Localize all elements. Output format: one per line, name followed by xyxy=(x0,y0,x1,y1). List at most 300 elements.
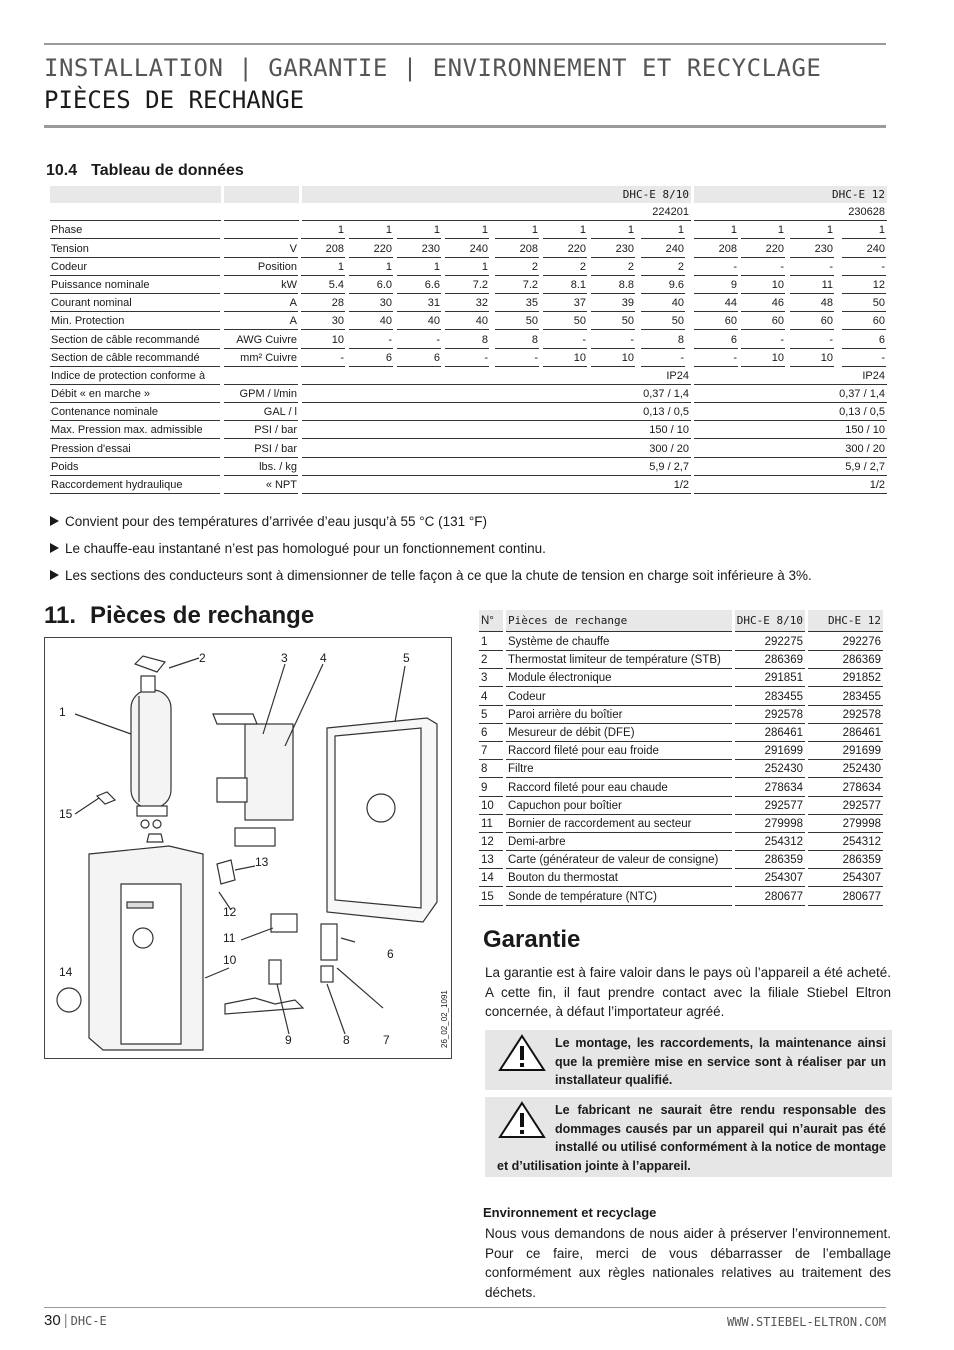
row-value: 31 xyxy=(397,295,441,312)
part-code-12: 286461 xyxy=(808,725,883,742)
garantie-text: La garantie est à faire valoir dans le pays où l’appareil a été acheté. A cette fin, il faut prendre contact avec la filiale Stiebel Eltron concernée, à défaut l’importateur agréé. xyxy=(485,965,891,1019)
parts-table-row xyxy=(479,852,883,870)
model-name-cell: DHC-E 8/10 xyxy=(302,186,691,203)
row-unit: « NPT xyxy=(224,477,298,494)
part-code-8-10: 286461 xyxy=(735,725,805,742)
part-number: 15 xyxy=(479,889,503,906)
part-number: 7 xyxy=(479,743,503,760)
row-value: - xyxy=(301,350,345,367)
row-value: 50 xyxy=(641,313,685,330)
part-code-8-10: 291699 xyxy=(735,743,805,760)
row-value: 6 xyxy=(349,350,393,367)
row-value: 10 xyxy=(543,350,587,367)
part-code-8-10: 254307 xyxy=(735,870,805,887)
row-value: 60 xyxy=(741,313,785,330)
row-value: 1 xyxy=(349,259,393,276)
data-table-row xyxy=(48,313,888,331)
page-header-title: INSTALLATION | GARANTIE | ENVIRONNEMENT ET RECYCLAGE xyxy=(44,54,822,82)
row-value: 40 xyxy=(397,313,441,330)
row-value: 60 xyxy=(694,313,738,330)
row-value: 230 xyxy=(397,241,441,258)
part-number: 8 xyxy=(479,761,503,778)
part-code-12: 291699 xyxy=(808,743,883,760)
row-value: 1 xyxy=(543,222,587,239)
exploded-view-drawing xyxy=(45,638,451,1058)
row-value: 2 xyxy=(543,259,587,276)
data-table-row xyxy=(48,459,888,477)
note-text: Convient pour des températures d’arrivée d’eau jusqu’à 55 °C (131 °F) xyxy=(65,514,488,529)
data-table-code-row xyxy=(48,204,888,222)
part-name: Mesureur de débit (DFE) xyxy=(506,725,732,742)
row-unit: Position xyxy=(224,259,298,276)
row-value: 8.1 xyxy=(543,277,587,294)
warning-triangle-icon xyxy=(497,1101,547,1139)
row-value: - xyxy=(694,350,738,367)
triangle-bullet-icon xyxy=(50,543,59,553)
part-code-8-10: 292577 xyxy=(735,798,805,815)
warning-box xyxy=(485,1097,892,1177)
callout-label: 7 xyxy=(383,1033,390,1047)
row-label: Section de câble recommandé xyxy=(50,332,220,349)
part-code-8-10: 252430 xyxy=(735,761,805,778)
unit-cell xyxy=(224,204,299,221)
row-value: 6 xyxy=(842,332,886,349)
warning-text: Le fabricant ne saurait être rendu responsable des dommages causés par un appareil qui n’aurait pas été installé ou utilisé conformément à la notice de montage et d’utilisation jointe à l’appareil. xyxy=(497,1103,886,1173)
part-name: Demi-arbre xyxy=(506,834,732,851)
header-bottom-rule xyxy=(44,125,886,128)
document-name: DHC-E xyxy=(70,1314,107,1328)
part-code-12: 292578 xyxy=(808,707,883,724)
row-value: 12 xyxy=(842,277,886,294)
part-code-12: 280677 xyxy=(808,889,883,906)
data-table-row xyxy=(48,441,888,459)
part-code-8-10: 283455 xyxy=(735,689,805,706)
data-table-row xyxy=(48,422,888,440)
row-value: 10 xyxy=(741,350,785,367)
part-code-12: 286369 xyxy=(808,652,883,669)
part-code-12: 292577 xyxy=(808,798,883,815)
warning-box xyxy=(485,1030,892,1090)
row-value: 30 xyxy=(301,313,345,330)
row-label: Poids xyxy=(50,459,220,476)
data-table-row xyxy=(48,222,888,240)
page-number: 30 xyxy=(44,1312,61,1329)
row-value: 7.2 xyxy=(495,277,539,294)
row-value: 2 xyxy=(495,259,539,276)
row-label: Puissance nominale xyxy=(50,277,220,294)
row-value: 0,37 / 1,4 xyxy=(694,386,887,403)
row-value: 6.0 xyxy=(349,277,393,294)
row-unit: PSI / bar xyxy=(224,441,298,458)
row-unit: V xyxy=(224,241,298,258)
parts-table-row xyxy=(479,834,883,852)
row-value: 10 xyxy=(591,350,635,367)
footer-url: WWW.STIEBEL-ELTRON.COM xyxy=(727,1315,886,1329)
section-title: Tableau de données xyxy=(91,162,244,179)
callout-label: 6 xyxy=(387,947,394,961)
row-value: - xyxy=(741,259,785,276)
data-table-row xyxy=(48,404,888,422)
parts-table xyxy=(479,610,883,907)
part-number: 6 xyxy=(479,725,503,742)
row-value: 40 xyxy=(445,313,489,330)
label-cell xyxy=(50,204,221,221)
part-code-12: 278634 xyxy=(808,780,883,797)
row-value: 1 xyxy=(741,222,785,239)
row-value: 208 xyxy=(301,241,345,258)
data-table-row xyxy=(48,295,888,313)
row-label: Phase xyxy=(50,222,220,239)
row-value: 44 xyxy=(694,295,738,312)
row-value: 7.2 xyxy=(445,277,489,294)
row-label: Débit « en marche » xyxy=(50,386,220,403)
row-value: 60 xyxy=(842,313,886,330)
row-label: Codeur xyxy=(50,259,220,276)
parts-table-row xyxy=(479,816,883,834)
section-number: 10.4 xyxy=(46,162,78,179)
row-value: 5,9 / 2,7 xyxy=(302,459,691,476)
row-value: 32 xyxy=(445,295,489,312)
row-value: - xyxy=(842,259,886,276)
row-value: 1 xyxy=(445,259,489,276)
row-value: 230 xyxy=(591,241,635,258)
part-code-12: 254312 xyxy=(808,834,883,851)
row-unit: A xyxy=(224,313,298,330)
row-unit: kW xyxy=(224,277,298,294)
environment-heading: Environnement et recyclage xyxy=(483,1205,657,1220)
section-heading xyxy=(46,162,244,180)
model-code-cell: 230628 xyxy=(694,204,887,221)
part-name: Bouton du thermostat xyxy=(506,870,732,887)
environment-text: Nous vous demandons de nous aider à préserver l’environnement. Pour ce faire, merci de vous débarrasser de l’emballage conformément aux règles nationales relatives au traitement des déchets. xyxy=(485,1226,891,1300)
warning-text: Le montage, les raccordements, la maintenance ainsi que la première mise en service sont à réaliser par un installateur qualifié. xyxy=(555,1036,886,1087)
row-value: IP24 xyxy=(302,368,691,385)
header-cell: DHC-E 12 xyxy=(808,610,883,632)
part-name: Thermostat limiteur de température (STB) xyxy=(506,652,732,669)
row-value: 8 xyxy=(445,332,489,349)
parts-table-row xyxy=(479,670,883,688)
callout-label: 12 xyxy=(223,905,237,919)
row-value: 48 xyxy=(790,295,834,312)
parts-table-row xyxy=(479,870,883,888)
part-code-12: 279998 xyxy=(808,816,883,833)
parts-table-row xyxy=(479,761,883,779)
row-value: - xyxy=(349,332,393,349)
note-text: Le chauffe-eau instantané n’est pas homologué pour un fonctionnement continu. xyxy=(65,541,546,556)
row-value: 35 xyxy=(495,295,539,312)
row-value: 8 xyxy=(641,332,685,349)
header-cell: DHC-E 8/10 xyxy=(735,610,805,632)
row-value: - xyxy=(741,332,785,349)
row-value: - xyxy=(641,350,685,367)
model-name-cell: DHC-E 12 xyxy=(694,186,887,203)
note-item xyxy=(50,541,812,568)
row-value: - xyxy=(445,350,489,367)
row-value: - xyxy=(790,259,834,276)
row-value: 2 xyxy=(591,259,635,276)
row-value: 10 xyxy=(790,350,834,367)
parts-table-body xyxy=(479,634,883,907)
warning-triangle-icon xyxy=(497,1034,547,1072)
row-value: 208 xyxy=(495,241,539,258)
section-heading xyxy=(44,602,314,630)
callout-label: 5 xyxy=(403,651,410,665)
part-code-12: 254307 xyxy=(808,870,883,887)
part-name: Sonde de température (NTC) xyxy=(506,889,732,906)
row-value: 50 xyxy=(591,313,635,330)
part-number: 10 xyxy=(479,798,503,815)
part-name: Filtre xyxy=(506,761,732,778)
callout-label: 3 xyxy=(281,651,288,665)
part-number: 2 xyxy=(479,652,503,669)
part-code-8-10: 291851 xyxy=(735,670,805,687)
row-value: 10 xyxy=(741,277,785,294)
row-value: 30 xyxy=(349,295,393,312)
parts-table-row xyxy=(479,889,883,907)
footer-separator: | xyxy=(63,1312,68,1329)
row-value: 1 xyxy=(397,259,441,276)
model-code-cell: 224201 xyxy=(302,204,691,221)
note-item xyxy=(50,514,812,541)
data-table-multi-rows xyxy=(48,222,888,368)
row-value: 1 xyxy=(495,222,539,239)
data-table-row xyxy=(48,386,888,404)
part-name: Raccord fileté pour eau chaude xyxy=(506,780,732,797)
parts-table-row xyxy=(479,725,883,743)
parts-table-header xyxy=(479,610,883,634)
row-label: Raccordement hydraulique xyxy=(50,477,220,494)
row-value: - xyxy=(790,332,834,349)
row-value: 10 xyxy=(301,332,345,349)
part-name: Module électronique xyxy=(506,670,732,687)
part-number: 5 xyxy=(479,707,503,724)
part-code-8-10: 254312 xyxy=(735,834,805,851)
part-name: Capuchon pour boîtier xyxy=(506,798,732,815)
row-label: Tension xyxy=(50,241,220,258)
row-value: 0,37 / 1,4 xyxy=(302,386,691,403)
row-unit xyxy=(224,222,298,239)
parts-table-row xyxy=(479,707,883,725)
row-value: 37 xyxy=(543,295,587,312)
part-name: Paroi arrière du boîtier xyxy=(506,707,732,724)
row-label: Section de câble recommandé xyxy=(50,350,220,367)
parts-table-row xyxy=(479,798,883,816)
note-item xyxy=(50,568,812,595)
row-value: 240 xyxy=(641,241,685,258)
data-table xyxy=(48,186,888,495)
row-value: 11 xyxy=(790,277,834,294)
part-number: 12 xyxy=(479,834,503,851)
callout-label: 10 xyxy=(223,953,237,967)
garantie-heading: Garantie xyxy=(483,926,581,953)
callout-label: 14 xyxy=(59,965,73,979)
row-unit: mm² Cuivre xyxy=(224,350,298,367)
row-value: 1 xyxy=(301,222,345,239)
data-table-row xyxy=(48,368,888,386)
row-value: 0,13 / 0,5 xyxy=(302,404,691,421)
row-value: - xyxy=(397,332,441,349)
part-number: 3 xyxy=(479,670,503,687)
part-number: 9 xyxy=(479,780,503,797)
part-name: Système de chauffe xyxy=(506,634,732,651)
row-value: 28 xyxy=(301,295,345,312)
callout-label: 15 xyxy=(59,807,73,821)
row-unit: A xyxy=(224,295,298,312)
data-table-row xyxy=(48,259,888,277)
row-unit: PSI / bar xyxy=(224,422,298,439)
part-name: Raccord fileté pour eau froide xyxy=(506,743,732,760)
footer-left xyxy=(44,1312,107,1329)
row-label: Courant nominal xyxy=(50,295,220,312)
data-table-row xyxy=(48,350,888,368)
section-number: 11. xyxy=(44,602,77,629)
footer-rule xyxy=(44,1307,886,1308)
row-value: 1 xyxy=(397,222,441,239)
row-value: 220 xyxy=(741,241,785,258)
header-cell: Pièces de rechange xyxy=(506,610,732,632)
row-value: - xyxy=(543,332,587,349)
row-value: 2 xyxy=(641,259,685,276)
row-label: Indice de protection conforme à xyxy=(50,368,220,385)
row-value: - xyxy=(694,259,738,276)
row-value: 1/2 xyxy=(694,477,887,494)
figure-ref: 26_02_02_1091 xyxy=(440,990,449,1048)
callout-label: 1 xyxy=(59,705,66,719)
data-table-span-rows xyxy=(48,368,888,495)
part-code-12: 286359 xyxy=(808,852,883,869)
part-name: Carte (générateur de valeur de consigne) xyxy=(506,852,732,869)
row-value: 50 xyxy=(543,313,587,330)
row-value: 8 xyxy=(495,332,539,349)
row-value: 240 xyxy=(445,241,489,258)
parts-table-row xyxy=(479,634,883,652)
row-value: 50 xyxy=(842,295,886,312)
part-code-8-10: 280677 xyxy=(735,889,805,906)
data-table-row xyxy=(48,277,888,295)
row-value: - xyxy=(495,350,539,367)
row-value: 1/2 xyxy=(302,477,691,494)
header-cell: N° xyxy=(479,610,503,632)
row-value: 1 xyxy=(842,222,886,239)
section-title: Pièces de rechange xyxy=(90,602,315,629)
row-unit: GAL / l xyxy=(224,404,298,421)
triangle-bullet-icon xyxy=(50,570,59,580)
row-label: Pression d'essai xyxy=(50,441,220,458)
part-code-8-10: 286359 xyxy=(735,852,805,869)
row-value: 6 xyxy=(694,332,738,349)
row-label: Max. Pression max. admissible xyxy=(50,422,220,439)
header-top-rule xyxy=(44,43,886,45)
callout-label: 8 xyxy=(343,1033,350,1047)
row-value: 1 xyxy=(641,222,685,239)
row-value: 1 xyxy=(445,222,489,239)
part-code-12: 252430 xyxy=(808,761,883,778)
row-value: 9.6 xyxy=(641,277,685,294)
parts-table-row xyxy=(479,780,883,798)
row-value: IP24 xyxy=(694,368,887,385)
data-table-row xyxy=(48,241,888,259)
row-value: 5.4 xyxy=(301,277,345,294)
row-unit: AWG Cuivre xyxy=(224,332,298,349)
row-value: 9 xyxy=(694,277,738,294)
part-name: Bornier de raccordement au secteur xyxy=(506,816,732,833)
notes-list xyxy=(50,514,812,595)
part-number: 13 xyxy=(479,852,503,869)
row-value: 220 xyxy=(543,241,587,258)
part-number: 14 xyxy=(479,870,503,887)
row-value: 220 xyxy=(349,241,393,258)
callout-label: 13 xyxy=(255,855,269,869)
row-value: 1 xyxy=(790,222,834,239)
part-code-8-10: 292578 xyxy=(735,707,805,724)
part-number: 1 xyxy=(479,634,503,651)
part-code-12: 283455 xyxy=(808,689,883,706)
part-code-12: 291852 xyxy=(808,670,883,687)
row-value: 230 xyxy=(790,241,834,258)
row-unit: GPM / l/min xyxy=(224,386,298,403)
row-value: 150 / 10 xyxy=(302,422,691,439)
row-value: 60 xyxy=(790,313,834,330)
row-value: 300 / 20 xyxy=(694,441,887,458)
callout-label: 9 xyxy=(285,1033,292,1047)
row-label: Min. Protection xyxy=(50,313,220,330)
row-value: 8.8 xyxy=(591,277,635,294)
part-code-12: 292276 xyxy=(808,634,883,651)
callout-label: 11 xyxy=(223,931,236,945)
row-value: 150 / 10 xyxy=(694,422,887,439)
row-value: 40 xyxy=(349,313,393,330)
callout-label: 4 xyxy=(320,651,327,665)
row-value: 300 / 20 xyxy=(302,441,691,458)
row-value: 1 xyxy=(694,222,738,239)
triangle-bullet-icon xyxy=(50,516,59,526)
header-blank xyxy=(224,186,299,203)
row-value: 1 xyxy=(349,222,393,239)
row-label: Contenance nominale xyxy=(50,404,220,421)
part-code-8-10: 286369 xyxy=(735,652,805,669)
row-value: 39 xyxy=(591,295,635,312)
data-table-row xyxy=(48,477,888,495)
row-value: 240 xyxy=(842,241,886,258)
part-number: 4 xyxy=(479,689,503,706)
parts-table-row xyxy=(479,743,883,761)
header-blank xyxy=(50,186,221,203)
parts-table-row xyxy=(479,689,883,707)
part-name: Codeur xyxy=(506,689,732,706)
row-unit: lbs. / kg xyxy=(224,459,298,476)
part-code-8-10: 278634 xyxy=(735,780,805,797)
data-table-model-row xyxy=(48,186,888,204)
row-value: 40 xyxy=(641,295,685,312)
row-value: 50 xyxy=(495,313,539,330)
row-value: - xyxy=(842,350,886,367)
callout-label: 2 xyxy=(199,651,206,665)
part-number: 11 xyxy=(479,816,503,833)
data-table-row xyxy=(48,332,888,350)
row-value: 46 xyxy=(741,295,785,312)
exploded-view-figure xyxy=(44,637,452,1059)
row-value: 1 xyxy=(591,222,635,239)
row-value: 5,9 / 2,7 xyxy=(694,459,887,476)
row-value: 0,13 / 0,5 xyxy=(694,404,887,421)
row-value: 6 xyxy=(397,350,441,367)
note-text: Les sections des conducteurs sont à dimensionner de telle façon à ce que la chute de tension en charge soit inférieure à 3%. xyxy=(65,568,812,583)
row-value: 6.6 xyxy=(397,277,441,294)
page-header-subtitle: PIÈCES DE RECHANGE xyxy=(44,86,305,114)
part-code-8-10: 279998 xyxy=(735,816,805,833)
row-value: 1 xyxy=(301,259,345,276)
part-code-8-10: 292275 xyxy=(735,634,805,651)
